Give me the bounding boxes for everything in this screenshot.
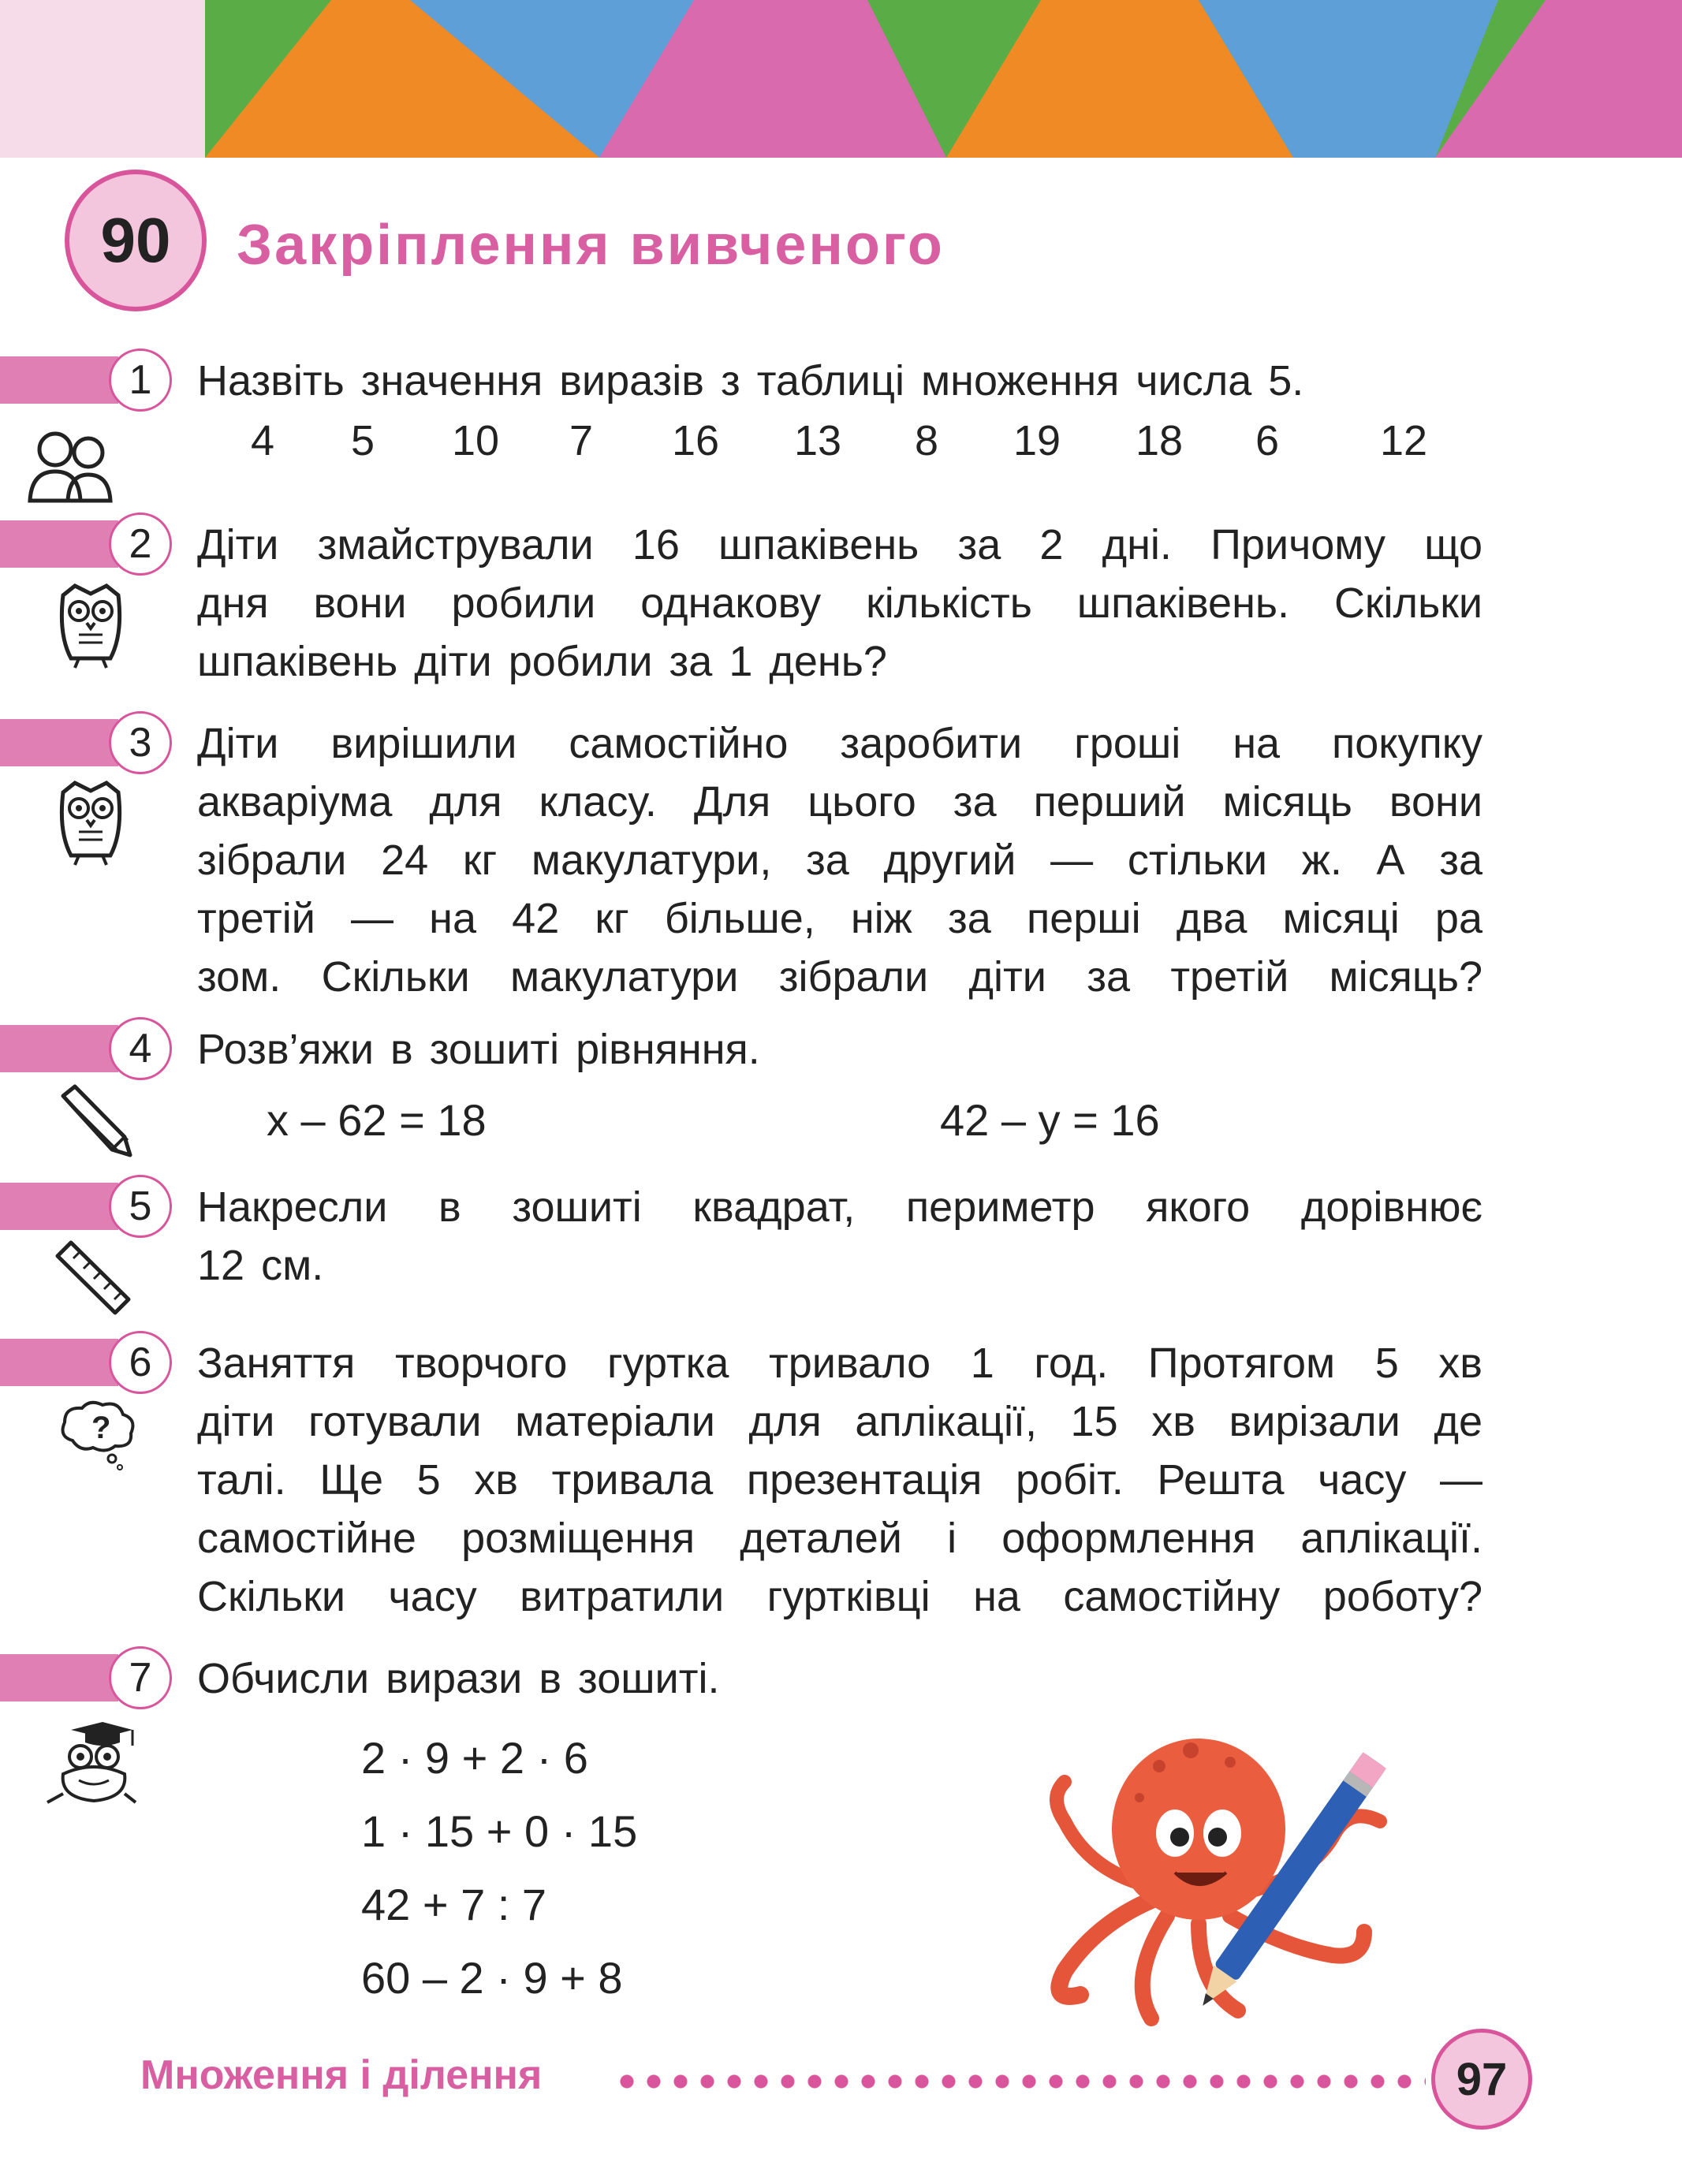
octopus-with-pencil-illustration (1033, 1719, 1412, 2034)
dotted-divider (614, 2058, 1426, 2105)
number-item: 7 (569, 417, 594, 464)
owl-icon (55, 580, 126, 670)
expression: 1 · 15 + 0 · 15 (361, 1806, 638, 1856)
task-tab (0, 356, 118, 404)
number-item: 12 (1380, 417, 1428, 464)
task-1-text: Назвіть значення виразів з таблиці множення числа 5. (197, 357, 1304, 404)
number-item: 10 (452, 417, 500, 464)
page-number: 97 (1456, 2053, 1508, 2105)
number-item: 4 (251, 417, 275, 464)
task-7-text: Обчисли вирази в зошиті. (197, 1655, 720, 1702)
task-number: 4 (109, 1017, 172, 1080)
lesson-number-badge (65, 170, 207, 311)
equation: 42 – y = 16 (940, 1095, 1160, 1145)
task-5-text: Накресли в зошиті квадрат, периметр якого дорівнює 12 см. (197, 1183, 1482, 1289)
task-number: 7 (109, 1646, 172, 1709)
task-tab (0, 520, 118, 568)
decorative-banner (0, 0, 1682, 158)
number-item: 18 (1136, 417, 1184, 464)
pencil-icon (55, 1080, 134, 1159)
ruler-icon (54, 1236, 132, 1315)
lesson-number: 90 (100, 205, 171, 275)
expression: 60 – 2 · 9 + 8 (361, 1953, 623, 2003)
number-item: 16 (672, 417, 720, 464)
task-tab (0, 1339, 118, 1386)
equation: x – 62 = 18 (267, 1095, 487, 1145)
task-3-text: Діти вирішили самостійно заробити гроші на покупку акваріума для класу. Для цього за перший місяць вони зібрали 24 кг макулатури, за другий — стільки ж. А за третій — на 42 кг більше, ніж за перші два місяці ра зом. Скільки макулатури зібрали діти за третій місяць? (197, 720, 1482, 1001)
page-number-badge (1431, 2029, 1532, 2130)
number-item: 13 (794, 417, 842, 464)
task-number: 2 (109, 512, 172, 576)
task-number: 3 (109, 711, 172, 774)
task-number: 5 (109, 1175, 172, 1238)
owl-icon (55, 777, 126, 867)
expression: 42 + 7 : 7 (361, 1880, 547, 1929)
number-item: 8 (915, 417, 939, 464)
task-tab (0, 719, 118, 766)
task-tab (0, 1183, 118, 1230)
task-tab (0, 1025, 118, 1072)
task-6-text: Заняття творчого гуртка тривало 1 год. Протягом 5 хв діти готували матеріали для аплікації, 15 хв вирізали де талі. Ще 5 хв тривала презентація робіт. Решта часу — самостійне розміщення деталей і оформлення аплікації. Скільки часу витратили гуртківці на самостійну роботу? (197, 1340, 1482, 1620)
question-cloud-icon (57, 1397, 140, 1472)
frog-graduate-icon (39, 1719, 138, 1809)
section-title: Множення і ділення (140, 2052, 543, 2098)
task-tab (0, 1654, 118, 1701)
svg-text:?: ? (91, 1411, 111, 1445)
task-2-text: Діти змайстрували 16 шпаківень за 2 дні. Причому що дня вони робили однакову кількість шпаківень. Скільки шпаківень діти робили за 1 день? (197, 521, 1482, 685)
pair-work-icon (24, 426, 118, 505)
task-number: 1 (109, 348, 172, 412)
page-title: Закріплення вивченого (237, 214, 945, 277)
task-number: 6 (109, 1331, 172, 1394)
expression: 2 · 9 + 2 · 6 (361, 1733, 588, 1783)
task-4-text: Розв’яжи в зошиті рівняння. (197, 1026, 760, 1073)
number-item: 5 (351, 417, 375, 464)
number-item: 19 (1013, 417, 1061, 464)
number-item: 6 (1255, 417, 1280, 464)
